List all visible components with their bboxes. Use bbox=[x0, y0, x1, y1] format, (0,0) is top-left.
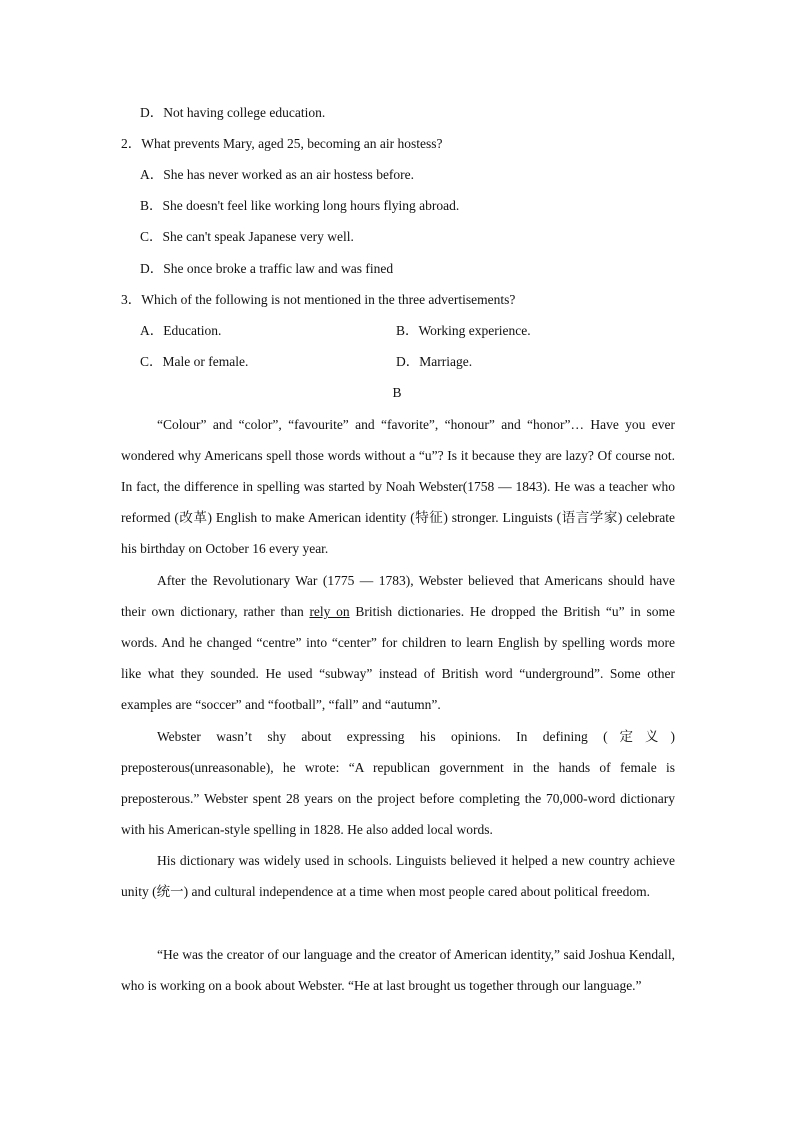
q2-option-c: C．She can't speak Japanese very well. bbox=[140, 229, 354, 244]
q3-option-a: A．Education. bbox=[140, 323, 222, 338]
q3-stem: 3．Which of the following is not mentioned in the three advertisements? bbox=[121, 292, 516, 307]
q2-option-a: A．She has never worked as an air hostess before. bbox=[140, 167, 415, 182]
passage-paragraph-5: “He was the creator of our language and the creator of American identity,” said Joshua Kendall, who is working on a book about Webster. “He at last brought us together through our language.” bbox=[121, 947, 675, 993]
q2-option-d: D．She once broke a traffic law and was fined bbox=[140, 261, 394, 276]
q3-option-b: B．Working experience. bbox=[396, 323, 531, 338]
passage-paragraph-2 bbox=[121, 565, 675, 720]
paragraph-2-text-end: British dictionaries. He dropped the British “u” in some words. And he changed “centre” into “center” for children to learn English by spelling words more like what they sounded. He used “subway” instead of British word “underground”. Some other examples are “soccer” and “football”, “fall” and “autumn”. bbox=[121, 604, 675, 712]
passage-paragraph-3: Webster wasn’t shy about expressing his opinions. In defining (定义) preposterous(unreasonable), he wrote: “A republican government in the hands of female is preposterous.” Webster spent 28 years on the project before completing the 70,000-word dictionary with his American-style spelling in 1828. He also added local words. bbox=[121, 729, 675, 837]
q3-option-d: D．Marriage. bbox=[396, 354, 473, 369]
passage-paragraph-4: His dictionary was widely used in schools. Linguists believed it helped a new country achieve unity (统一) and cultural independence at a time when most people cared about political freedom. bbox=[121, 853, 675, 899]
q2-option-b: B．She doesn't feel like working long hours flying abroad. bbox=[140, 198, 460, 213]
section-heading: B bbox=[392, 385, 402, 400]
underlined-phrase: rely on bbox=[309, 604, 350, 619]
q1-option-d: D．Not having college education. bbox=[140, 105, 326, 120]
paragraph-2-text-start: After the Revolutionary War (1775 — 1783), Webster believed that Americans should have their own dictionary, rather than bbox=[121, 573, 675, 619]
q2-stem: 2．What prevents Mary, aged 25, becoming an air hostess? bbox=[121, 136, 443, 151]
passage-paragraph-1: “Colour” and “color”, “favourite” and “favorite”, “honour” and “honor”… Have you ever wondered why Americans spell those words without a “u”? Is it because they are lazy? Of course not. In fact, the difference in spelling was started by Noah Webster(1758 — 1843). He was a teacher who reformed (改革) English to make American identity (特征) stronger. Linguists (语言学家) celebrate his birthday on October 16 every year. bbox=[121, 417, 675, 556]
q3-option-c: C．Male or female. bbox=[140, 354, 249, 369]
